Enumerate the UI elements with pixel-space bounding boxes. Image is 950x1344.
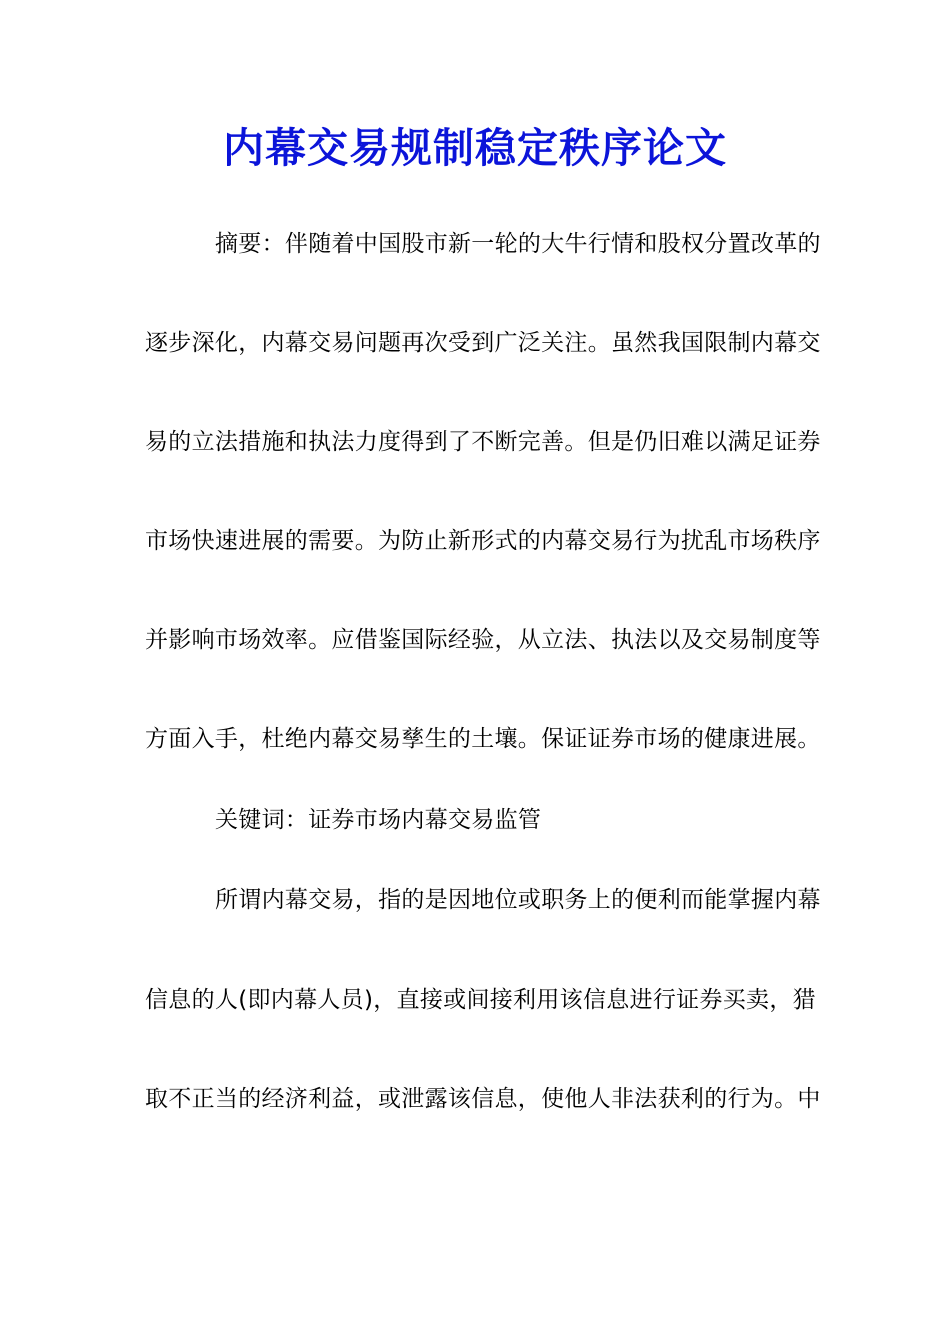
body-line-1: 所谓内幕交易，指的是因地位或职务上的便利而能掌握内幕	[215, 887, 821, 913]
abstract-line-6: 方面入手，杜绝内幕交易孳生的土壤。保证证券市场的健康进展。	[145, 726, 821, 752]
keywords-line: 关键词：证券市场内幕交易监管	[215, 807, 542, 833]
abstract-line-3: 易的立法措施和执法力度得到了不断完善。但是仍旧难以满足证券	[145, 429, 821, 455]
document-title: 内幕交易规制稳定秩序论文	[223, 124, 727, 172]
abstract-line-4: 市场快速进展的需要。为防止新形式的内幕交易行为扰乱市场秩序	[145, 528, 821, 554]
abstract-line-5: 并影响市场效率。应借鉴国际经验，从立法、执法以及交易制度等	[145, 627, 821, 653]
body-line-2: 信息的人(即内幕人员)，直接或间接利用该信息进行证券买卖，猎	[145, 987, 816, 1013]
abstract-line-2: 逐步深化，内幕交易问题再次受到广泛关注。虽然我国限制内幕交	[145, 330, 821, 356]
body-line-3: 取不正当的经济利益，或泄露该信息，使他人非法获利的行为。中	[145, 1086, 821, 1112]
abstract-line-1: 摘要：伴随着中国股市新一轮的大牛行情和股权分置改革的	[215, 231, 821, 257]
